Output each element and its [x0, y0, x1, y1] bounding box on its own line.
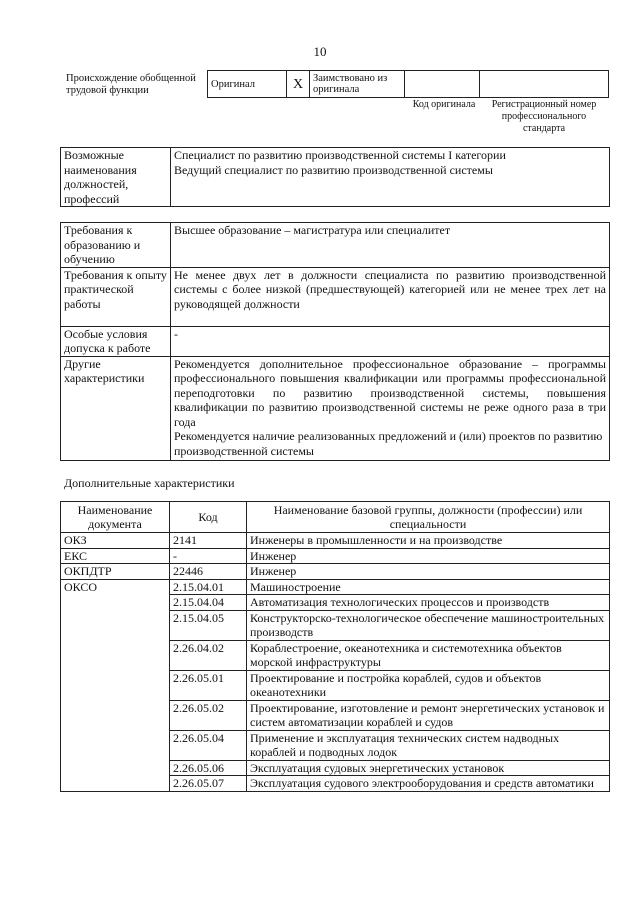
code-original-cell	[405, 71, 480, 98]
name-cell: Проектирование и постройка кораблей, судов и объектов океанотехники	[247, 670, 610, 700]
code-cell: 2141	[170, 533, 247, 549]
code-cell: 2.26.05.06	[170, 760, 247, 776]
code-cell: 2.15.04.05	[170, 610, 247, 640]
other-paragraph: Рекомендуется дополнительное профессиональное образование – программы профессионального повышения квалификации или программы профессиональной переподготовки по развитию производственной системы, повышения квалификации по развитию производственной системы не реже одного раза в три года	[174, 356, 606, 429]
code-cell: 2.26.04.02	[170, 640, 247, 670]
doc-cell: ОКЗ	[61, 533, 170, 549]
code-original-caption: Код оригинала	[412, 99, 476, 110]
education-label: Требования к образованию и обучению	[61, 223, 171, 268]
name-cell: Автоматизация технологических процессов и производств	[247, 595, 610, 611]
code-cell: -	[170, 548, 247, 564]
additional-heading: Дополнительные характеристики	[64, 476, 235, 490]
experience-label: Требования к опыту практической работы	[61, 267, 171, 326]
admission-label: Особые условия допуска к работе	[61, 326, 171, 356]
code-cell: 2.15.04.04	[170, 595, 247, 611]
doc-cell: ОКСО	[61, 579, 170, 791]
education-value: Высшее образование – магистратура или специалитет	[171, 223, 610, 268]
code-cell: 2.15.04.01	[170, 579, 247, 595]
positions-values	[171, 148, 610, 207]
code-cell: 2.26.05.04	[170, 730, 247, 760]
header-name: Наименование базовой группы, должности (профессии) или специальности	[247, 502, 610, 533]
reg-number-cell	[480, 71, 609, 98]
code-cell: 22446	[170, 564, 247, 580]
name-cell: Машиностроение	[247, 579, 610, 595]
table-row	[61, 533, 610, 549]
table-row	[61, 548, 610, 564]
code-cell: 2.26.05.07	[170, 776, 247, 792]
other-label: Другие характеристики	[61, 356, 171, 460]
admission-value: -	[171, 326, 610, 356]
experience-value: Не менее двух лет в должности специалиста по развитию производственной системы с более низкой (предшествующей) категорией или не менее трех лет на руководящей должности	[171, 267, 610, 326]
name-cell: Эксплуатация судовых энергетических установок	[247, 760, 610, 776]
name-cell: Инженер	[247, 548, 610, 564]
header-code: Код	[170, 502, 247, 533]
additional-body	[61, 533, 610, 792]
header-doc: Наименование документа	[61, 502, 170, 533]
name-cell: Инженер	[247, 564, 610, 580]
table-row	[61, 579, 610, 595]
name-cell: Кораблестроение, океанотехника и системотехника объектов морской инфраструктуры	[247, 640, 610, 670]
position-item: Ведущий специалист по развитию производственной системы	[174, 162, 493, 177]
other-paragraph: Рекомендуется наличие реализованных предложений и (или) проектов по развитию производственной системы	[174, 429, 603, 458]
doc-cell: ЕКС	[61, 548, 170, 564]
original-cell: Оригинал	[208, 71, 287, 98]
borrowed-cell: Заимствовано из оригинала	[310, 71, 405, 98]
code-cell: 2.26.05.01	[170, 670, 247, 700]
code-cell: 2.26.05.02	[170, 700, 247, 730]
origin-label: Происхождение обобщенной трудовой функции	[66, 73, 196, 96]
page-number: 10	[313, 44, 327, 59]
table-row	[61, 564, 610, 580]
positions-table	[60, 147, 610, 207]
name-cell: Инженеры в промышленности и на производстве	[247, 533, 610, 549]
positions-label: Возможные наименования должностей, профессий	[61, 148, 171, 207]
doc-cell: ОКПДТР	[61, 564, 170, 580]
name-cell: Проектирование, изготовление и ремонт энергетических установок и систем автоматизации кораблей и судов	[247, 700, 610, 730]
position-item: Специалист по развитию производственной системы I категории	[174, 148, 506, 162]
original-mark: X	[287, 71, 310, 98]
reg-number-caption: Регистрационный номер профессионального стандарта	[491, 99, 597, 134]
name-cell: Конструкторско-технологическое обеспечение машиностроительных производств	[247, 610, 610, 640]
requirements-table	[60, 222, 610, 461]
other-value	[171, 356, 610, 460]
name-cell: Применение и эксплуатация технических систем надводных кораблей и подводных лодок	[247, 730, 610, 760]
additional-table	[60, 501, 610, 792]
origin-table	[207, 70, 609, 98]
name-cell: Эксплуатация судового электрооборудования и средств автоматики	[247, 776, 610, 792]
